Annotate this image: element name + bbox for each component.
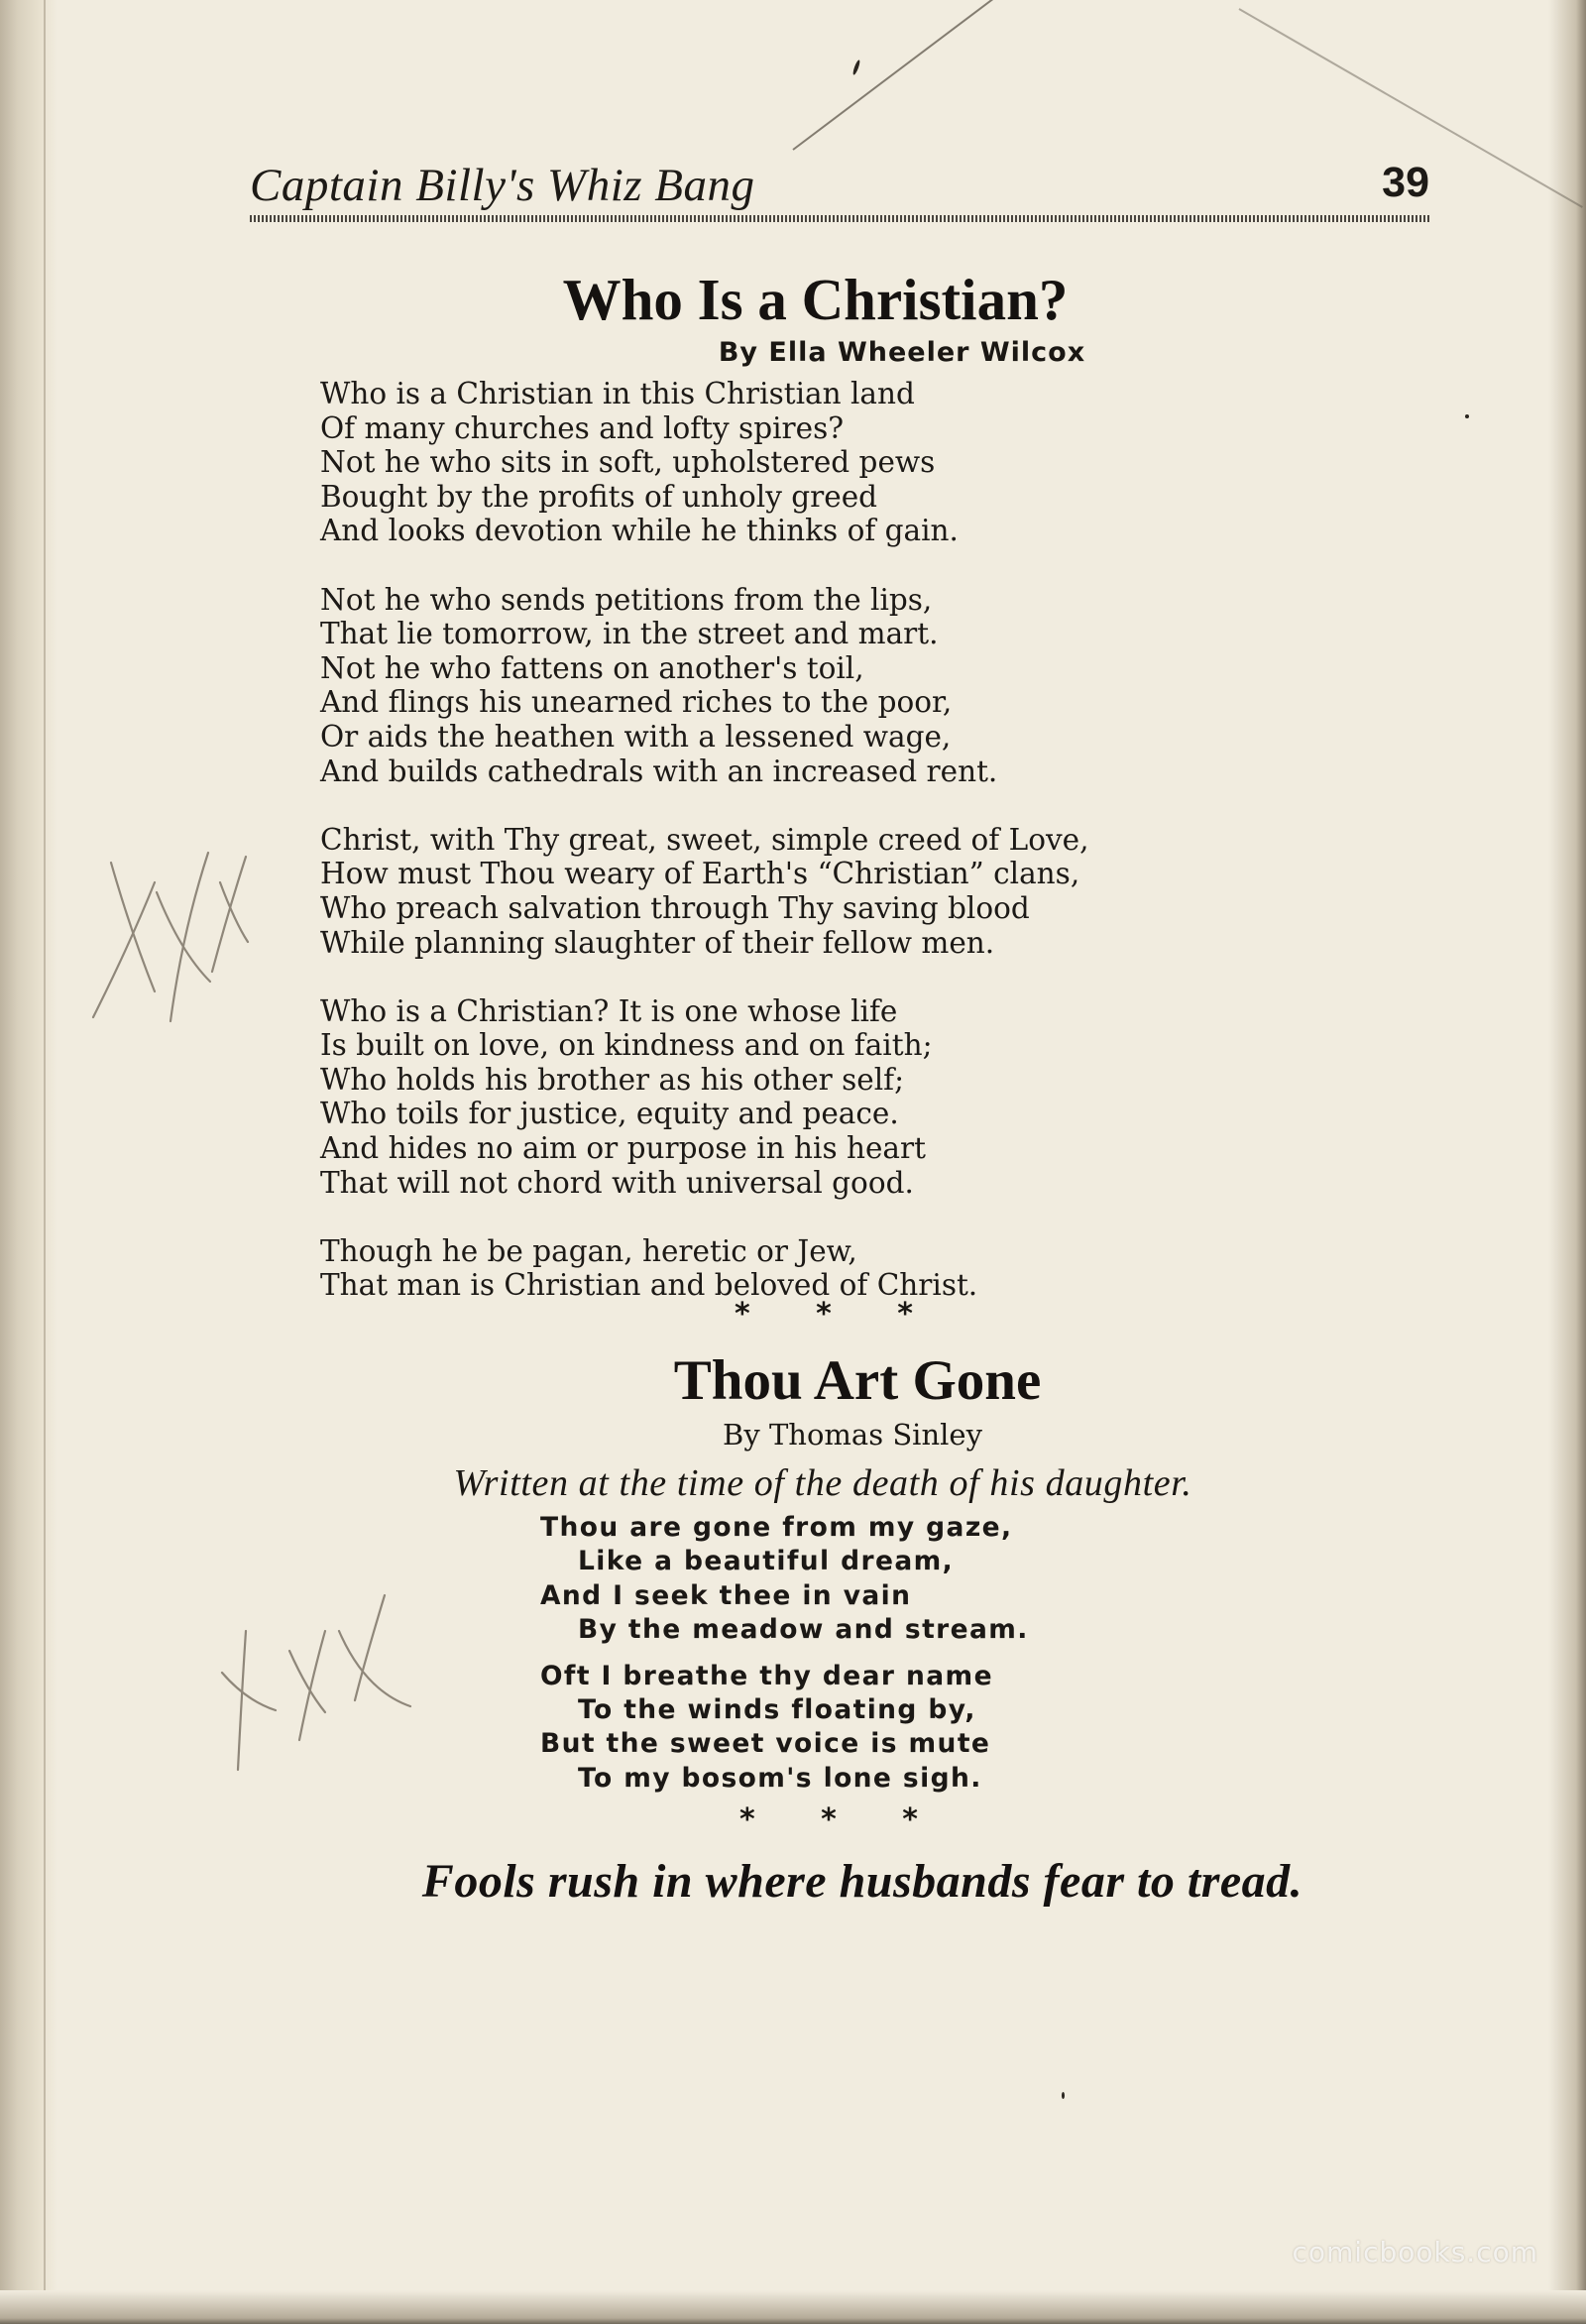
poem-byline: By Thomas Sinley <box>723 1418 982 1452</box>
poem-line: That man is Christian and beloved of Christ. <box>320 1268 978 1303</box>
ink-speck <box>851 59 860 75</box>
poem-body <box>320 377 1088 1337</box>
poem-title: Thou Art Gone <box>673 1349 1042 1412</box>
poem-line: Not he who sits in soft, upholstered pews <box>320 445 936 480</box>
pencil-xxx-mark <box>216 1591 434 1780</box>
running-title: Captain Billy's Whiz Bang <box>250 160 755 211</box>
poem-line: Though he be pagan, heretic or Jew, <box>320 1233 857 1268</box>
poem-line: While planning slaughter of their fellow men. <box>320 925 995 960</box>
bottom-page-edge <box>0 2290 1586 2324</box>
poem-line: Christ, with Thy great, sweet, simple creed of Love, <box>320 822 1089 857</box>
poem-line: But the sweet voice is mute <box>540 1728 991 1760</box>
poem-byline: By Ella Wheeler Wilcox <box>718 337 1086 368</box>
poem-line: By the meadow and stream. <box>578 1614 1029 1646</box>
poem-body <box>540 1512 1029 1808</box>
poem-line: And hides no aim or purpose in his heart <box>320 1131 926 1166</box>
poem-line: To my bosom's lone sigh. <box>578 1762 982 1794</box>
epigram: Fools rush in where husbands fear to tread. <box>421 1855 1303 1908</box>
stanza <box>320 583 1088 789</box>
poem-line: Who is a Christian in this Christian land <box>320 377 915 410</box>
poem-line: And builds cathedrals with an increased rent. <box>320 754 998 788</box>
poem-line: Oft I breathe thy dear name <box>540 1660 993 1691</box>
poem-line: Bought by the profits of unholy greed <box>320 479 878 514</box>
poem-line: Or aids the heathen with a lessened wage, <box>320 719 952 754</box>
poem-line: Who preach salvation through Thy saving blood <box>320 890 1030 925</box>
poem-line: And I seek thee in vain <box>540 1579 912 1611</box>
watermark: comicbooks.com <box>1292 2236 1538 2268</box>
poem-line: That lie tomorrow, in the street and mart. <box>320 617 939 651</box>
poem-line: Thou are gone from my gaze, <box>540 1512 1013 1543</box>
stanza <box>320 994 1088 1201</box>
paper-crease <box>792 0 1055 151</box>
poem-line: Of many churches and lofty spires? <box>320 410 845 445</box>
section-separator: * * * <box>739 1802 946 1837</box>
stanza <box>320 823 1088 960</box>
poem-line: Who toils for justice, equity and peace. <box>320 1097 899 1131</box>
stanza <box>540 1512 1029 1649</box>
page-number: 39 <box>1382 159 1429 206</box>
poem-line: Not he who sends petitions from the lips, <box>320 582 933 617</box>
poem-line: Is built on love, on kindness and on faith; <box>320 1028 933 1063</box>
stanza <box>320 377 1088 548</box>
poem-line: How must Thou weary of Earth's “Christian” clans, <box>320 857 1080 891</box>
ink-speck <box>1465 414 1469 418</box>
poem-line: Who is a Christian? It is one whose life <box>320 993 898 1028</box>
poem-title: Who Is a Christian? <box>562 267 1069 332</box>
stanza <box>540 1661 1029 1798</box>
stanza <box>320 1234 1088 1303</box>
poem-line: And looks devotion while he thinks of gain. <box>320 514 959 548</box>
pencil-xxx-mark <box>71 823 260 1041</box>
poem-line: To the winds floating by, <box>578 1693 976 1725</box>
poem-line: Who holds his brother as his other self; <box>320 1062 905 1097</box>
section-separator: * * * <box>735 1297 941 1332</box>
ink-speck <box>1062 2092 1065 2099</box>
poem-line: And flings his unearned riches to the poor, <box>320 685 953 720</box>
poem-line: That will not chord with universal good. <box>320 1165 914 1200</box>
poem-line: Like a beautiful dream, <box>578 1546 955 1577</box>
poem-subtitle: Written at the time of the death of his daughter. <box>453 1462 1192 1504</box>
poem-line: Not he who fattens on another's toil, <box>320 650 864 685</box>
header-rule <box>250 215 1429 222</box>
